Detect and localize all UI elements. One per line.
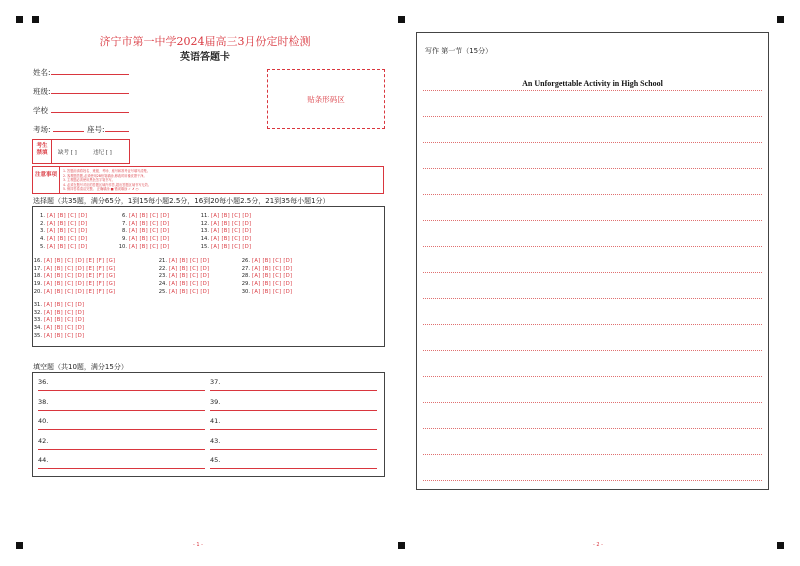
- writing-line[interactable]: [423, 376, 762, 377]
- writing-line[interactable]: [423, 454, 762, 455]
- choice-question[interactable]: [238, 273, 292, 279]
- answer-bubbles[interactable]: [A] [B] [C] [D]: [169, 265, 210, 272]
- answer-bubbles[interactable]: [A] [B] [C] [D]: [252, 265, 293, 272]
- choice-question[interactable]: [33, 236, 87, 242]
- notice-line: 1. 答题前请将姓名、班级、考场、座号和准考证号填写清楚。: [63, 169, 150, 173]
- writing-heading: 写作 第一节（15分）: [425, 47, 493, 55]
- answer-bubbles[interactable]: [A] [B] [C] [D]: [169, 273, 210, 280]
- answer-bubbles[interactable]: [A] [B] [C] [D]: [44, 302, 85, 308]
- choice-question[interactable]: [30, 258, 115, 264]
- page-number: - 2 -: [593, 542, 603, 548]
- choice-question[interactable]: [30, 317, 84, 323]
- question-number: 2.: [40, 220, 45, 227]
- question-number: 12.: [200, 220, 209, 227]
- choice-question[interactable]: [30, 325, 84, 331]
- question-number: 8.: [122, 228, 127, 235]
- absent-checkbox[interactable]: 缺考 [ ]: [58, 150, 77, 156]
- exam-room-label: 考场:: [33, 125, 51, 134]
- choice-question[interactable]: [115, 236, 169, 242]
- violation-checkbox[interactable]: 违纪 [ ]: [93, 150, 112, 156]
- question-number: 1.: [40, 213, 45, 219]
- answer-bubbles[interactable]: [A] [B] [C] [D] [E] [F] [G]: [44, 273, 116, 280]
- question-number: 17.: [33, 265, 42, 272]
- choice-question[interactable]: [33, 221, 87, 227]
- registration-mark: [398, 542, 405, 549]
- writing-line[interactable]: [423, 246, 762, 247]
- name-label: 姓名:: [33, 68, 51, 77]
- choice-question[interactable]: [30, 266, 115, 272]
- class-field[interactable]: [51, 93, 129, 94]
- fill-question-number: 45.: [210, 456, 221, 464]
- writing-line[interactable]: [423, 480, 762, 481]
- choice-question[interactable]: [155, 266, 209, 272]
- choice-question[interactable]: [197, 213, 251, 219]
- choice-question[interactable]: [30, 302, 84, 308]
- fill-answer-line[interactable]: [210, 410, 377, 411]
- choice-question[interactable]: [238, 289, 292, 295]
- answer-bubbles[interactable]: [A] [B] [C] [D]: [129, 220, 170, 227]
- question-number: 21.: [158, 258, 167, 264]
- seat-field[interactable]: [105, 131, 129, 132]
- choice-question[interactable]: [155, 273, 209, 279]
- writing-line[interactable]: [423, 116, 762, 117]
- choice-question[interactable]: [30, 333, 84, 339]
- registration-mark: [32, 16, 39, 23]
- question-number: 24.: [158, 281, 167, 288]
- answer-bubbles[interactable]: [A] [B] [C] [D] [E] [F] [G]: [44, 288, 116, 295]
- fill-answer-box: [32, 372, 385, 477]
- choice-section-heading: 选择题（共35题，满分65分，1到15每小题2.5分，16到20每小题2.5分，21到35每小题1分）: [33, 197, 330, 205]
- exam-status-label: 考生禁填: [36, 143, 48, 156]
- choice-question[interactable]: [115, 213, 169, 219]
- choice-question[interactable]: [30, 310, 84, 316]
- question-number: 32.: [33, 309, 42, 316]
- question-number: 18.: [33, 273, 42, 280]
- answer-bubbles[interactable]: [A] [B] [C] [D]: [252, 281, 293, 288]
- question-number: 15.: [200, 243, 209, 250]
- answer-bubbles[interactable]: [A] [B] [C] [D]: [211, 243, 252, 250]
- question-number: 33.: [33, 317, 42, 324]
- writing-line[interactable]: [423, 220, 762, 221]
- registration-mark: [777, 16, 784, 23]
- answer-bubbles[interactable]: [A] [B] [C] [D]: [252, 273, 293, 280]
- choice-question[interactable]: [238, 258, 292, 264]
- question-number: 20.: [33, 288, 42, 295]
- choice-question[interactable]: [238, 281, 292, 287]
- answer-bubbles[interactable]: [A] [B] [C] [D]: [169, 258, 210, 264]
- answer-bubbles[interactable]: [A] [B] [C] [D]: [211, 213, 252, 219]
- question-number: 30.: [241, 288, 250, 295]
- writing-answer-box: [416, 32, 769, 490]
- fill-answer-line[interactable]: [38, 449, 205, 450]
- writing-line[interactable]: [423, 194, 762, 195]
- writing-line[interactable]: [423, 272, 762, 273]
- choice-question[interactable]: [115, 244, 169, 250]
- choice-question[interactable]: [33, 228, 87, 234]
- fill-answer-line[interactable]: [38, 429, 205, 430]
- question-number: 10.: [118, 243, 127, 250]
- registration-mark: [16, 542, 23, 549]
- question-number: 23.: [158, 273, 167, 280]
- registration-mark: [398, 16, 405, 23]
- writing-line[interactable]: [423, 298, 762, 299]
- fill-question-number: 38.: [38, 397, 49, 406]
- answer-bubbles[interactable]: [A] [B] [C] [D]: [47, 213, 88, 219]
- answer-bubbles[interactable]: [A] [B] [C] [D] [E] [F] [G]: [44, 281, 116, 288]
- fill-question-number: 37.: [210, 378, 221, 386]
- question-number: 11.: [200, 213, 209, 219]
- answer-bubbles[interactable]: [A] [B] [C] [D]: [252, 258, 293, 264]
- question-number: 9.: [122, 236, 127, 243]
- answer-bubbles[interactable]: [A] [B] [C] [D]: [129, 243, 170, 250]
- notice-line: 5. 保持答卷清洁完整。 正确填涂 ■ 错误填涂 ✓ ✗ ○: [63, 187, 139, 192]
- fill-answer-line[interactable]: [38, 410, 205, 411]
- notice-line: 2. 客观题答题,必须使用2B铅笔填涂,修改时用橡皮擦干净。: [63, 173, 147, 178]
- choice-question[interactable]: [197, 228, 251, 234]
- answer-bubbles[interactable]: [A] [B] [C] [D]: [47, 228, 88, 235]
- notice-line: 3. 主观题必须使用黑色签字笔书写。: [63, 178, 115, 183]
- choice-question[interactable]: [115, 221, 169, 227]
- question-number: 25.: [158, 288, 167, 295]
- choice-question[interactable]: [197, 221, 251, 227]
- name-field[interactable]: [51, 74, 129, 75]
- question-number: 29.: [241, 281, 250, 288]
- question-number: 7.: [122, 220, 127, 227]
- answer-bubbles[interactable]: [A] [B] [C] [D]: [47, 243, 88, 250]
- question-number: 28.: [241, 273, 250, 280]
- choice-question[interactable]: [30, 289, 115, 295]
- choice-question[interactable]: [30, 281, 115, 287]
- question-number: 14.: [200, 236, 209, 243]
- answer-bubbles[interactable]: [A] [B] [C] [D] [E] [F] [G]: [44, 258, 116, 264]
- exam-room-field[interactable]: [53, 131, 84, 132]
- answer-bubbles[interactable]: [A] [B] [C] [D]: [47, 236, 88, 243]
- fill-answer-line[interactable]: [210, 468, 377, 469]
- question-number: 3.: [40, 228, 45, 235]
- registration-mark: [777, 542, 784, 549]
- choice-question[interactable]: [30, 273, 115, 279]
- writing-line[interactable]: [423, 142, 762, 143]
- answer-bubbles[interactable]: [A] [B] [C] [D]: [47, 220, 88, 227]
- writing-line[interactable]: [423, 324, 762, 325]
- question-number: 26.: [241, 258, 250, 264]
- choice-question[interactable]: [197, 244, 251, 250]
- exam-status-box: [32, 139, 130, 164]
- writing-line[interactable]: [423, 428, 762, 429]
- question-number: 22.: [158, 265, 167, 272]
- sheet-subtitle: 英语答题卡: [180, 52, 230, 63]
- answer-bubbles[interactable]: [A] [B] [C] [D]: [211, 220, 252, 227]
- question-number: 34.: [33, 325, 42, 332]
- writing-line[interactable]: [423, 90, 762, 91]
- answer-bubbles[interactable]: [A] [B] [C] [D]: [169, 288, 210, 295]
- answer-bubbles[interactable]: [A] [B] [C] [D]: [129, 213, 170, 219]
- fill-question-number: 44.: [38, 456, 49, 464]
- essay-title: An Unforgettable Activity in High School: [522, 79, 663, 88]
- choice-question[interactable]: [155, 258, 209, 264]
- question-number: 16.: [33, 258, 42, 264]
- writing-line[interactable]: [423, 350, 762, 351]
- notice-label: 注意事项: [35, 172, 58, 178]
- barcode-area: 贴条形码区: [267, 69, 385, 129]
- choice-answer-box: [32, 206, 385, 347]
- fill-answer-line[interactable]: [38, 390, 205, 391]
- fill-answer-line[interactable]: [210, 429, 377, 430]
- question-number: 5.: [40, 243, 45, 250]
- choice-question[interactable]: [115, 228, 169, 234]
- answer-bubbles[interactable]: [A] [B] [C] [D]: [44, 332, 85, 339]
- fill-answer-line[interactable]: [210, 449, 377, 450]
- page-number: - 1 -: [193, 542, 203, 548]
- choice-question[interactable]: [33, 213, 87, 219]
- fill-question-number: 43.: [210, 436, 221, 445]
- notice-line: 4. 必须在题号对应的答题区域内作答,超出答题区域书写无效。: [63, 182, 151, 187]
- answer-bubbles[interactable]: [A] [B] [C] [D]: [129, 228, 170, 235]
- answer-bubbles[interactable]: [A] [B] [C] [D]: [211, 228, 252, 235]
- writing-line[interactable]: [423, 402, 762, 403]
- fill-question-number: 39.: [210, 397, 221, 406]
- answer-bubbles[interactable]: [A] [B] [C] [D]: [44, 309, 85, 316]
- school-field[interactable]: [51, 112, 129, 113]
- answer-bubbles[interactable]: [A] [B] [C] [D]: [169, 281, 210, 288]
- school-label: 学校: [33, 106, 48, 115]
- answer-bubbles[interactable]: [A] [B] [C] [D]: [129, 236, 170, 243]
- fill-section-heading: 填空题（共10题，满分15分）: [33, 363, 128, 371]
- sheet-title: 济宁市第一中学2024届高三3月份定时检测: [99, 35, 311, 48]
- answer-bubbles[interactable]: [A] [B] [C] [D]: [44, 325, 85, 332]
- fill-question-number: 42.: [38, 436, 49, 445]
- choice-question[interactable]: [155, 281, 209, 287]
- choice-question[interactable]: [33, 244, 87, 250]
- notice-lines: [63, 169, 151, 192]
- choice-question[interactable]: [155, 289, 209, 295]
- answer-bubbles[interactable]: [A] [B] [C] [D] [E] [F] [G]: [44, 265, 116, 272]
- answer-bubbles[interactable]: [A] [B] [C] [D]: [252, 288, 293, 295]
- question-number: 27.: [241, 265, 250, 272]
- divider: [51, 140, 52, 163]
- question-number: 13.: [200, 228, 209, 235]
- fill-question-number: 41.: [210, 417, 221, 425]
- class-label: 班级:: [33, 87, 51, 96]
- writing-line[interactable]: [423, 168, 762, 169]
- fill-answer-line[interactable]: [210, 390, 377, 391]
- fill-question-number: 40.: [38, 417, 49, 425]
- fill-question-number: 36.: [38, 378, 49, 386]
- notice-box: [32, 166, 384, 194]
- choice-question[interactable]: [238, 266, 292, 272]
- seat-label: 座号:: [87, 125, 105, 134]
- question-number: 31.: [33, 302, 42, 308]
- answer-bubbles[interactable]: [A] [B] [C] [D]: [211, 236, 252, 243]
- question-number: 19.: [33, 281, 42, 288]
- fill-answer-line[interactable]: [38, 468, 205, 469]
- question-number: 6.: [122, 213, 127, 219]
- choice-question[interactable]: [197, 236, 251, 242]
- question-number: 4.: [40, 236, 45, 243]
- answer-bubbles[interactable]: [A] [B] [C] [D]: [44, 317, 85, 324]
- registration-mark: [16, 16, 23, 23]
- divider: [59, 167, 60, 193]
- question-number: 35.: [33, 332, 42, 339]
